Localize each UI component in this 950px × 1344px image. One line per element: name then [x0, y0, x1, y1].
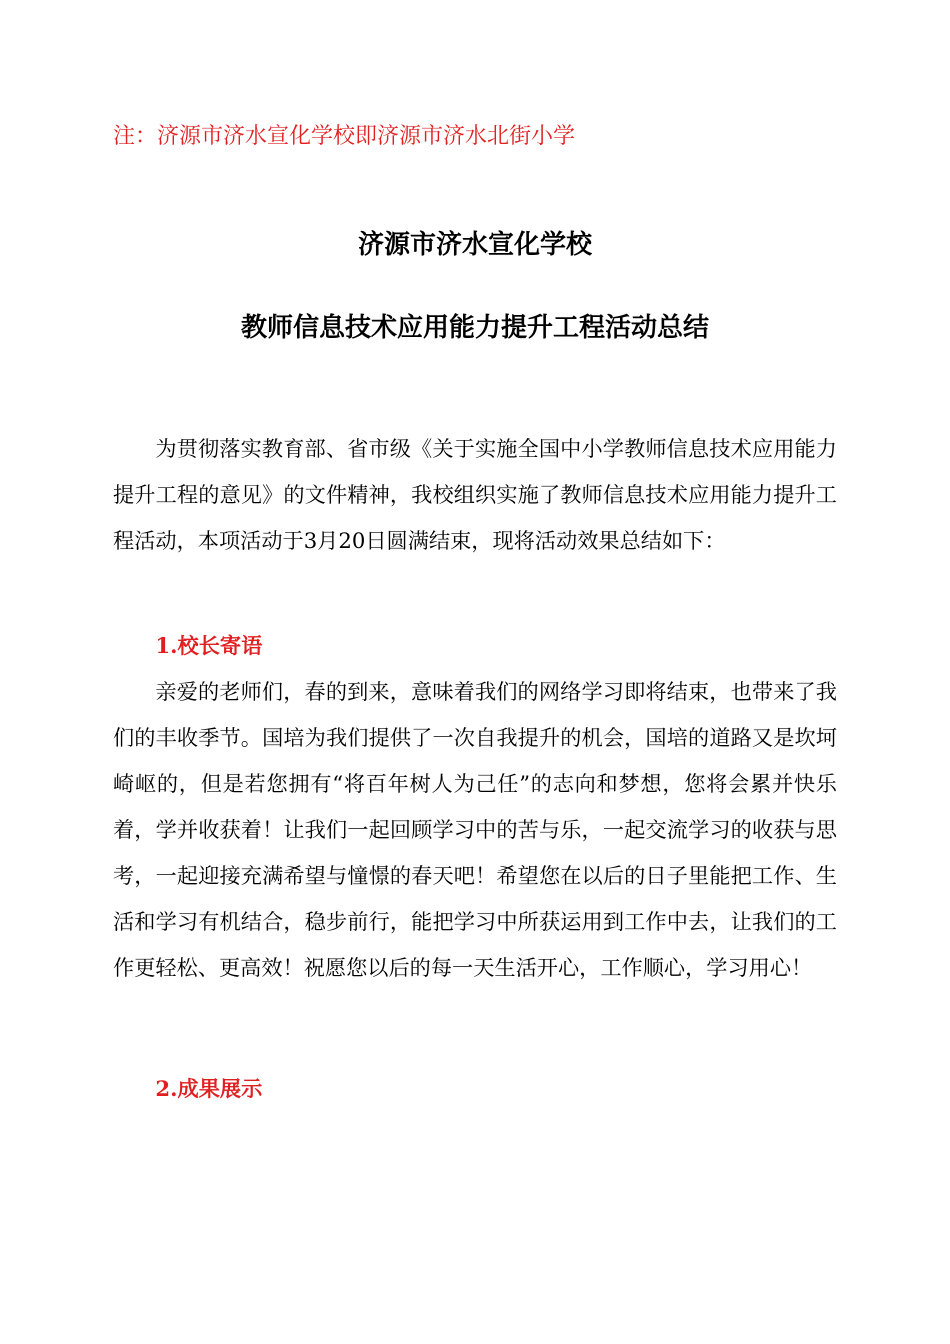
document-title-subject: 教师信息技术应用能力提升工程活动总结 [240, 313, 709, 343]
section-heading-achievements: 2.成果展示 [155, 1076, 263, 1101]
section-heading-principal-message: 1.校长寄语 [155, 633, 263, 658]
principal-message-section [113, 623, 837, 991]
principal-message-paragraph: 亲爱的老师们，春的到来，意味着我们的网络学习即将结束，也带来了我们的丰收季节。国培为我们提供了一次自我提升的机会，国培的道路又是坎坷崎岖的，但是若您拥有“将百年树人为己任”的志向和梦想，您将会累并快乐着，学并收获着！让我们一起回顾学习中的苦与乐，一起交流学习的收获与思考，一起迎接充满希望与憧憬的春天吧！希望您在以后的日子里能把工作、生活和学习有机结合，稳步前行，能把学习中所获运用到工作中去，让我们的工作更轻松、更高效！祝愿您以后的每一天生活开心，工作顺心，学习用心！ [113, 679, 837, 980]
school-name-note: 注：济源市济水宣化学校即济源市济水北街小学 [113, 124, 576, 149]
intro-paragraph: 为贯彻落实教育部、省市级《关于实施全国中小学教师信息技术应用能力提升工程的意见》的文件精神，我校组织实施了教师信息技术应用能力提升工程活动，本项活动于3月20日圆满结束，现将活动效果总结如下： [113, 436, 837, 553]
document-title-school: 济源市济水宣化学校 [357, 230, 592, 260]
achievements-section [113, 1066, 837, 1112]
intro-section [113, 426, 837, 564]
